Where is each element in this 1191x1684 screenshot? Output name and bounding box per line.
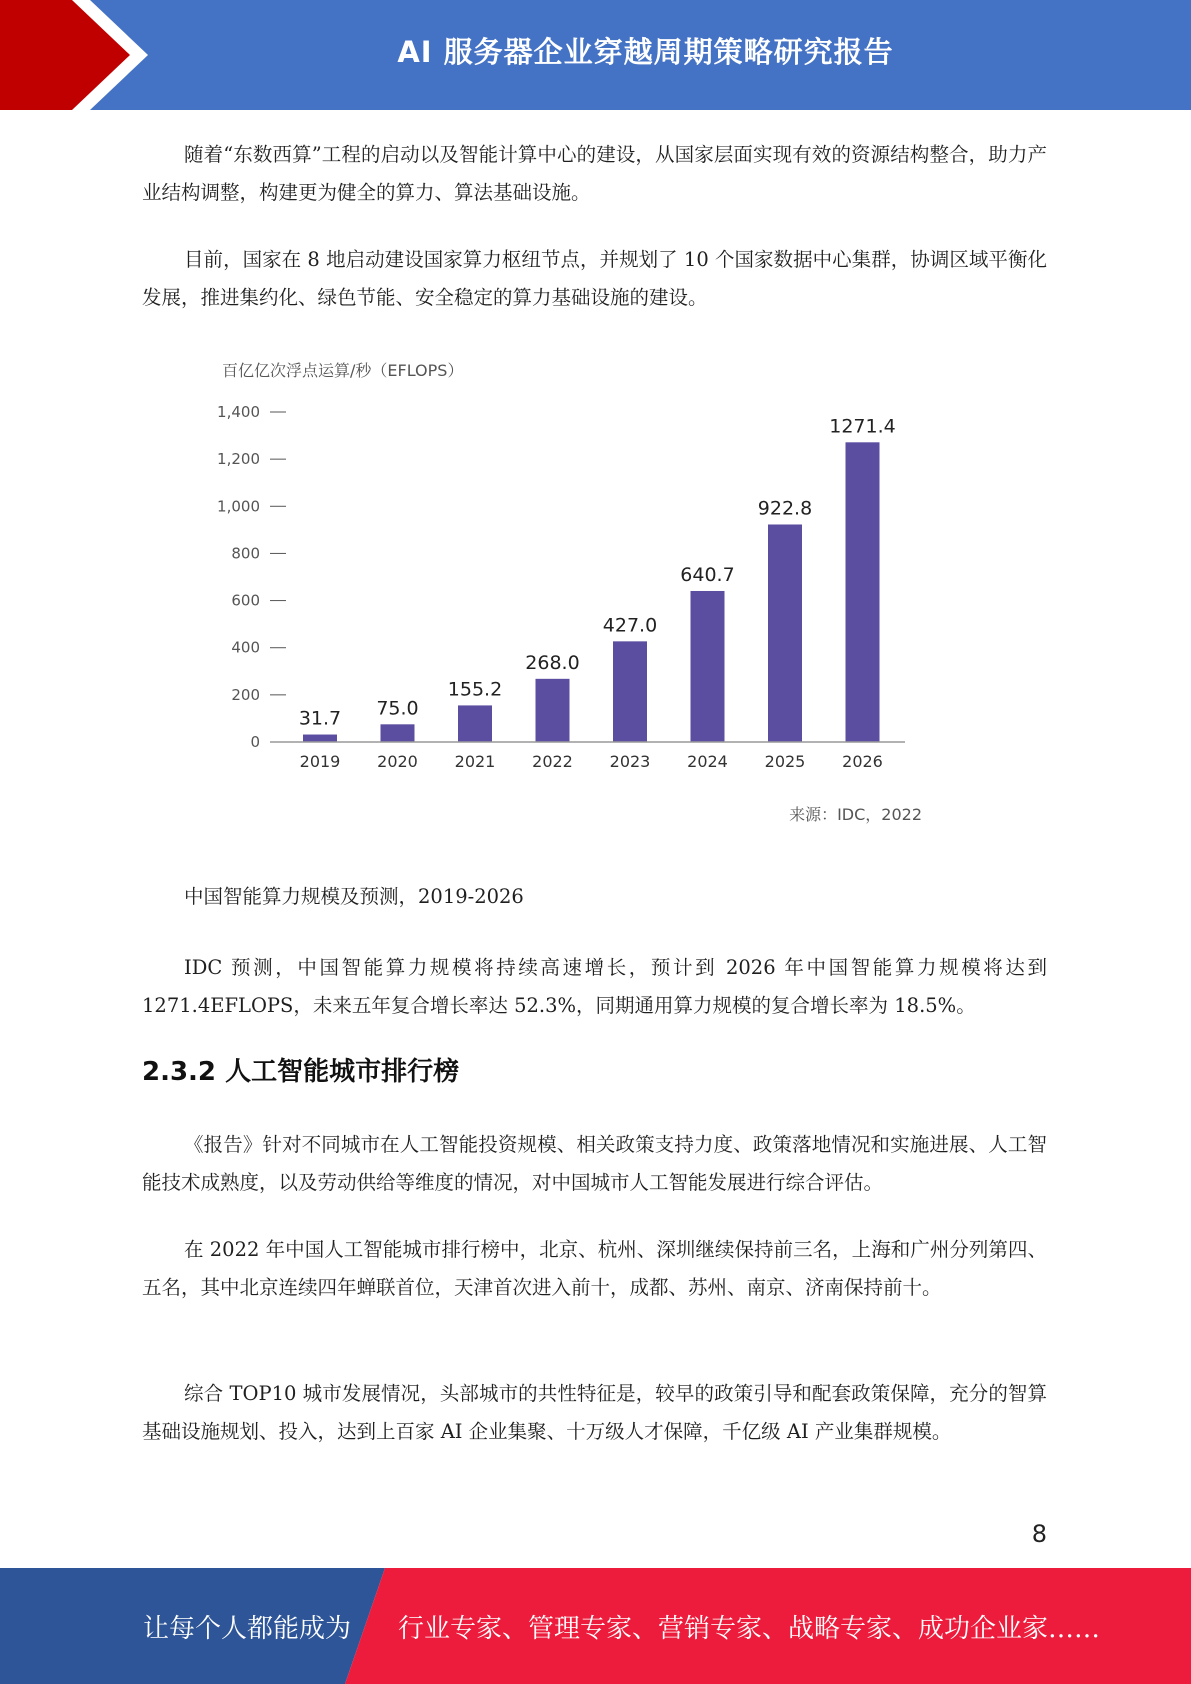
chart-bar-2020	[381, 724, 415, 742]
footer-slogan-left: 让每个人都能成为	[143, 1613, 352, 1644]
x-tick-label: 2019	[299, 752, 341, 771]
paragraph-6: 综合 TOP10 城市发展情况，头部城市的共性特征是，较早的政策引导和配套政策保障，充分的智算基础设施规划、投入，达到上百家 AI 企业集聚、十万级人才保障，千亿级 AI 产业集群规模。	[142, 1382, 1047, 1443]
chart-bar-2019	[303, 735, 337, 742]
paragraph-4: 《报告》针对不同城市在人工智能投资规模、相关政策支持力度、政策落地情况和实施进展、人工智能技术成熟度，以及劳动供给等维度的情况，对中国城市人工智能发展进行综合评估。	[142, 1133, 1047, 1194]
paragraph-5: 在 2022 年中国人工智能城市排行榜中，北京、杭州、深圳继续保持前三名，上海和广州分列第四、五名，其中北京连续四年蝉联首位，天津首次进入前十，成都、苏州、南京、济南保持前十。	[142, 1238, 1047, 1299]
chart-bars	[299, 415, 896, 771]
y-tick-label: 800	[231, 544, 260, 563]
chart-source: 来源：IDC，2022	[789, 805, 922, 824]
header-arrow-decoration	[0, 0, 200, 110]
x-tick-label: 2025	[764, 752, 806, 771]
chart-bar-2024	[691, 591, 725, 742]
paragraph-2: 目前，国家在 8 地启动建设国家算力枢纽节点，并规划了 10 个国家数据中心集群，协调区域平衡化发展，推进集约化、绿色节能、安全稳定的算力基础设施的建设。	[142, 248, 1047, 309]
y-tick-label: 200	[231, 685, 260, 704]
chart-bar-2025	[768, 524, 802, 742]
y-tick-label: 400	[231, 638, 260, 657]
section-heading: 2.3.2 人工智能城市排行榜	[142, 1057, 460, 1087]
x-tick-label: 2022	[532, 752, 573, 771]
chart-bar-2026	[846, 442, 880, 742]
page-footer	[0, 1568, 1191, 1684]
y-tick-label: 1,200	[217, 450, 260, 469]
x-tick-label: 2023	[609, 752, 651, 771]
header-title: AI 服务器企业穿越周期策略研究报告	[397, 34, 894, 69]
y-tick-label: 600	[231, 591, 260, 610]
bar-value-label: 268.0	[525, 651, 580, 674]
chart-bar-2023	[613, 641, 647, 742]
y-tick-label: 1,000	[217, 497, 260, 516]
page-header	[0, 0, 1191, 110]
bar-value-label: 31.7	[298, 707, 342, 730]
x-tick-label: 2021	[454, 752, 496, 771]
bar-value-label: 922.8	[757, 497, 813, 520]
chart-container	[200, 350, 940, 830]
bar-value-label: 640.7	[680, 563, 735, 586]
x-tick-label: 2020	[377, 752, 418, 771]
chart-caption: 中国智能算力规模及预测，2019-2026	[184, 885, 524, 908]
chart-y-axis	[217, 403, 286, 751]
footer-slogan-right: 行业专家、管理专家、营销专家、战略专家、成功企业家……	[398, 1613, 1101, 1644]
chart-bar-2021	[458, 705, 492, 742]
bar-value-label: 1271.4	[829, 415, 896, 438]
paragraph-3: IDC 预测，中国智能算力规模将持续高速增长，预计到 2026 年中国智能算力规模将达到 1271.4EFLOPS，未来五年复合增长率达 52.3%，同期通用算力规模的复合增长率为 18.5%。	[142, 956, 1047, 1017]
page-number: 8	[1031, 1520, 1047, 1548]
bar-chart	[200, 350, 940, 830]
paragraph-1: 随着“东数西算”工程的启动以及智能计算中心的建设，从国家层面实现有效的资源结构整合，助力产业结构调整，构建更为健全的算力、算法基础设施。	[142, 143, 1047, 204]
bar-value-label: 155.2	[447, 678, 503, 701]
chart-bar-2022	[536, 679, 570, 742]
y-tick-label: 0	[250, 733, 260, 751]
bar-value-label: 427.0	[602, 614, 658, 637]
x-tick-label: 2026	[842, 752, 883, 771]
x-tick-label: 2024	[687, 752, 728, 771]
bar-value-label: 75.0	[376, 697, 419, 720]
y-tick-label: 1,400	[217, 403, 260, 421]
chart-ylabel: 百亿亿次浮点运算/秒（EFLOPS）	[222, 361, 464, 380]
